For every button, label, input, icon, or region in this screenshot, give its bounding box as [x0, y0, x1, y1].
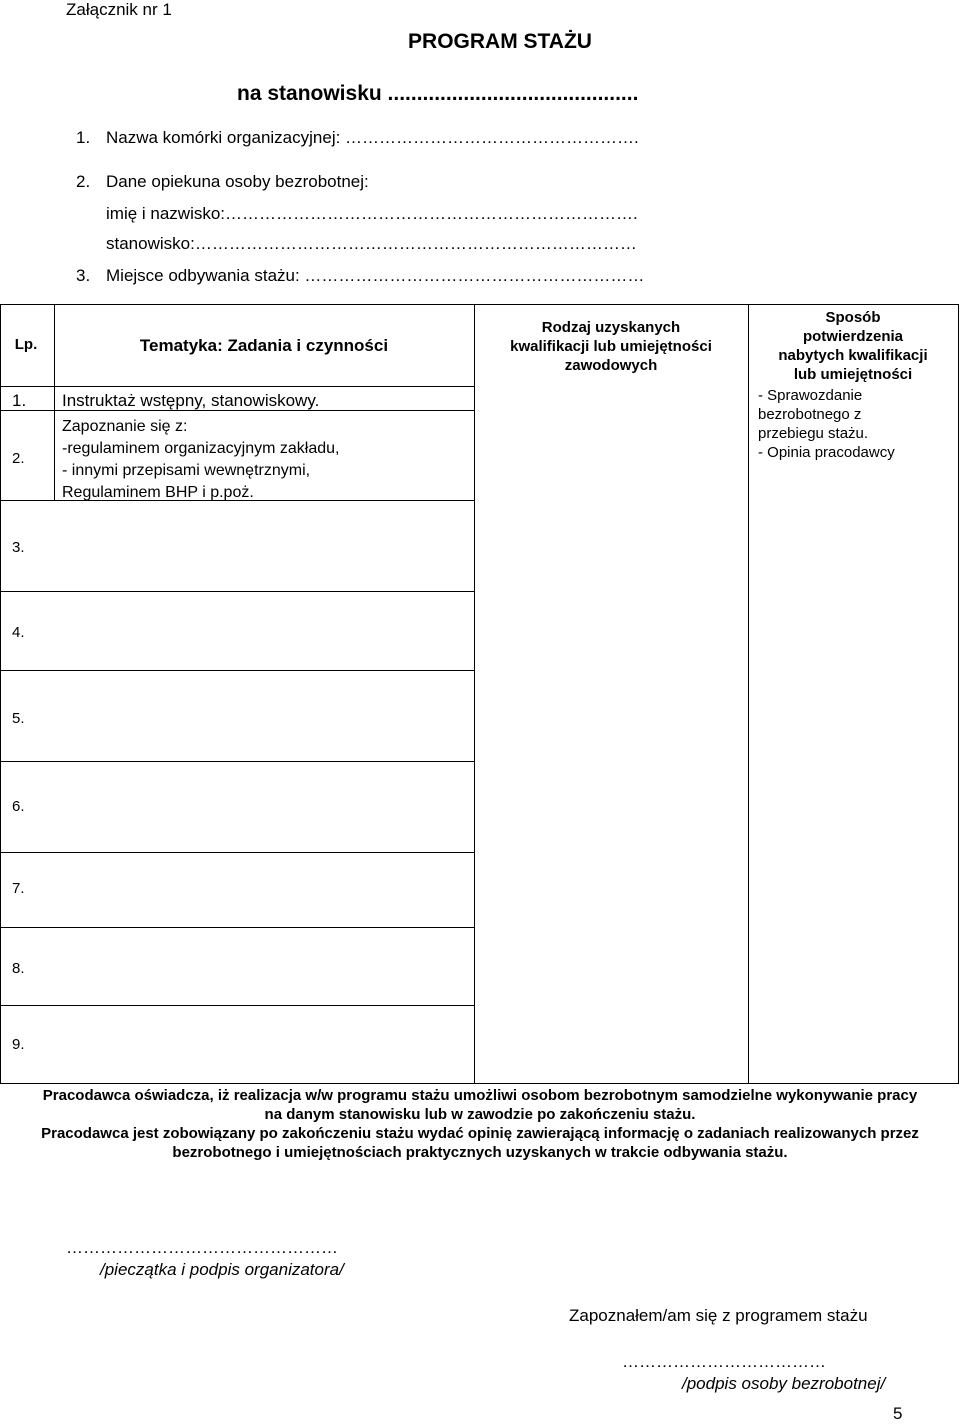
row-topic	[62, 416, 339, 504]
row-number: 4.	[12, 624, 25, 641]
table-row-line	[0, 1005, 474, 1006]
table-divider	[54, 304, 55, 500]
employer-statement	[40, 1086, 920, 1162]
unemployed-signature-line: ………………………………	[622, 1352, 826, 1371]
table-border-bottom	[0, 1083, 959, 1084]
row-number: 3.	[12, 539, 25, 556]
field-text: Dane opiekuna osoby bezrobotnej:	[106, 172, 369, 191]
confirmation-methods	[758, 386, 895, 462]
organizer-signature-label: /pieczątka i podpis organizatora/	[100, 1260, 344, 1279]
header-confirmation-line: potwierdzenia	[802, 328, 903, 345]
table-border-top	[0, 304, 959, 305]
page-number: 5	[893, 1404, 903, 1423]
acknowledgement-text: Zapoznałem/am się z programem stażu	[569, 1306, 868, 1325]
header-topic: Tematyka: Zadania i czynności	[139, 336, 389, 355]
table-row-line	[0, 670, 474, 671]
field-text: Nazwa komórki organizacyjnej: …………………………………………….	[106, 128, 639, 147]
table-row-line	[0, 386, 474, 387]
field-text: Miejsce odbywania stażu: ……………………………………………………	[106, 266, 645, 285]
field-number: 1.	[76, 128, 91, 147]
organizer-signature-line: …………………………………………	[66, 1238, 338, 1257]
field-place	[76, 266, 644, 286]
field-number: 3.	[76, 266, 91, 285]
header-qualification	[476, 318, 746, 375]
header-qualification-line: zawodowych	[564, 357, 658, 374]
header-confirmation-line: lub umiejętności	[793, 366, 913, 383]
table-divider	[748, 304, 749, 1084]
unemployed-signature-label: /podpis osoby bezrobotnej/	[682, 1374, 886, 1393]
header-lp: Lp.	[14, 336, 38, 353]
statement-paragraph: Pracodawca oświadcza, iż realizacja w/w programu stażu umożliwi osobom bezrobotnym samodzielne wykonywanie pracy na danym stanowisku lub w zawodzie po zakończeniu stażu.	[42, 1087, 918, 1123]
table-row-line	[0, 591, 474, 592]
table-divider	[474, 304, 475, 1084]
header-confirmation-line: nabytych kwalifikacji	[778, 347, 928, 364]
row-number: 9.	[12, 1036, 25, 1053]
row-topic-line: - innymi przepisami wewnętrznymi,	[62, 462, 311, 479]
header-qualification-line: kwalifikacji lub umiejętności	[510, 338, 712, 355]
field-department	[76, 128, 639, 148]
field-supervisor	[76, 172, 369, 192]
table-row-line	[0, 852, 474, 853]
table-row-line	[0, 927, 474, 928]
field-supervisor-name: imię i nazwisko:……………………………………………………………….	[106, 204, 638, 223]
row-topic-line: Zapoznanie się z:	[62, 418, 188, 435]
row-topic-line: -regulaminem organizacyjnym zakładu,	[62, 440, 340, 457]
header-qualification-line: Rodzaj uzyskanych	[541, 319, 681, 336]
row-number: 7.	[12, 880, 25, 897]
header-confirmation-line: Sposób	[825, 309, 881, 326]
confirmation-line: przebiegu stażu.	[758, 425, 869, 442]
row-number: 5.	[12, 710, 25, 727]
field-number: 2.	[76, 172, 91, 191]
confirmation-line: - Opinia pracodawcy	[758, 444, 895, 461]
row-number: 8.	[12, 960, 25, 977]
table-border-left	[0, 304, 1, 1084]
field-supervisor-position: stanowisko:……………………………………………………………………	[106, 234, 637, 253]
header-confirmation	[750, 308, 956, 384]
row-number: 6.	[12, 798, 25, 815]
row-number: 1.	[12, 391, 27, 410]
document-title: PROGRAM STAŻU	[408, 30, 592, 53]
row-topic: Instruktaż wstępny, stanowiskowy.	[62, 391, 320, 410]
table-border-right	[958, 304, 959, 1084]
position-line: na stanowisku ...........................................	[237, 82, 639, 105]
confirmation-line: - Sprawozdanie	[758, 387, 863, 404]
statement-paragraph: Pracodawca jest zobowiązany po zakończeniu stażu wydać opinię zawierającą informację o zadaniach realizowanych przez bezrobotnego i umiejętnościach praktycznych uzyskanych w trakcie odbywania stażu.	[41, 1125, 919, 1161]
annex-label: Załącznik nr 1	[66, 0, 172, 19]
row-number: 2.	[12, 450, 25, 467]
table-row-line	[0, 761, 474, 762]
row-topic-line: Regulaminem BHP i p.poż.	[62, 484, 254, 501]
confirmation-line: bezrobotnego z	[758, 406, 862, 423]
